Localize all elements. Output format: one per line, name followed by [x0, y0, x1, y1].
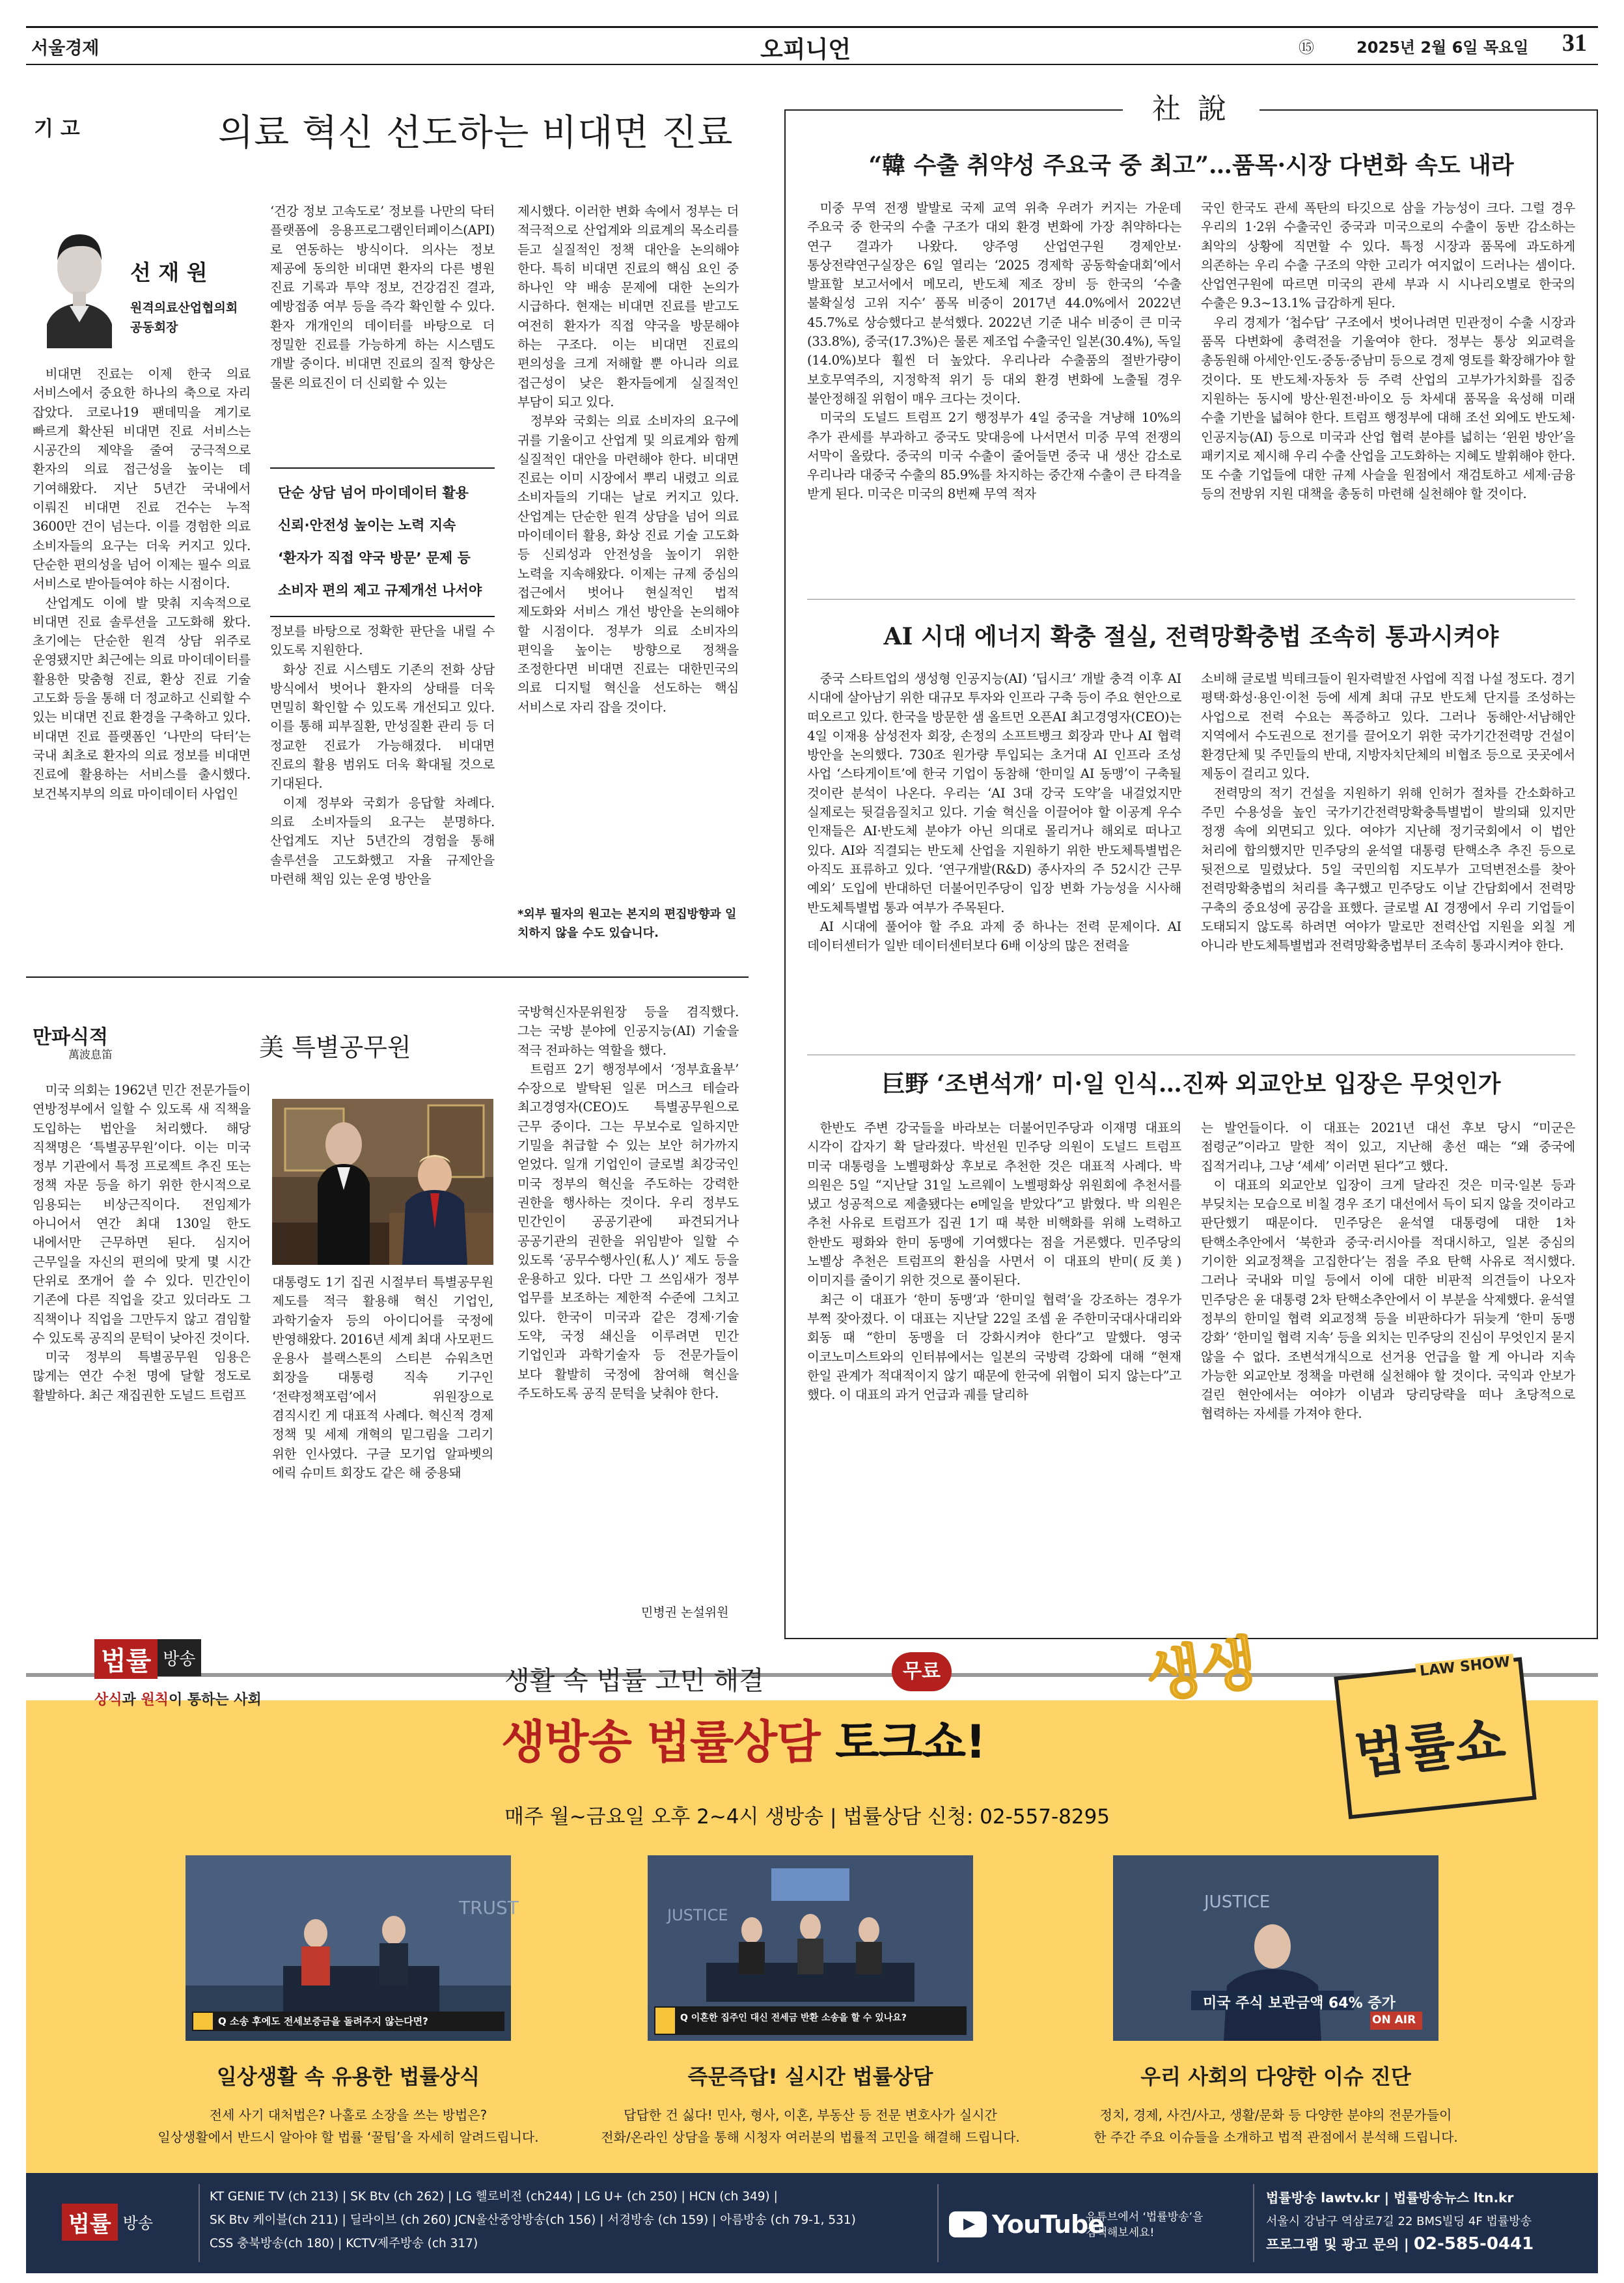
contribution-col2-top: [270, 202, 495, 459]
paragraph: 우리 경제가 ‘첩수답’ 구조에서 벗어나려면 민관정이 수출 시장과 품목 다변화에 총력전을 기울여야 한다. 정부는 통상 외교력을 총동원해 아세안·인도·중동·중남미 등으로 경제 영토를 확장해가야 할 것이다. 또 반도체·자동차 등 주력 산업의 고부가가치화를 집중 지원하는 동시에 방산·원전·바이오 등 차세대 품목을 육성해 미래 수출 기반을 넓혀야 한다. 트럼프 행정부에 대해 조선 외에도 반도체·인공지능(AI) 등으로 미국과 산업 협력 분야를 넓히는 ‘윈윈 방안’을 패키지로 제시해 우리 수출 산업을 고도화하는 지혜도 발휘해야 한다. 또 수출 기업들에 대한 규제 사슬을 원점에서 재검토하고 세제·금융 등의 전방위 지원 대책을 총동히 마련해 실천해야 할 것이다.: [1201, 314, 1575, 502]
editorial2-left: [807, 669, 1181, 1053]
header-top-rule: [26, 26, 1598, 28]
ad-contact-label: 프로그램 및 광고 문의 |: [1266, 2237, 1409, 2252]
editorial1-title: “韓 수출 취약성 주요국 중 최고”…품목·시장 다변화 속도 내라: [868, 152, 1514, 179]
tag-part: 상식: [94, 1692, 122, 1708]
paragraph: AI 시대에 풀어야 할 주요 과제 중 하나는 전력 문제이다. AI 데이터센터가 일반 데이터센터보다 6배 이상의 많은 전력을: [807, 919, 1181, 954]
footer-divider: [937, 2184, 939, 2262]
paragraph: 국인 한국도 관세 폭탄의 타깃으로 삼을 가능성이 크다. 그럴 경우 우리의 1·2위 수출국인 중국과 미국으로의 수출이 동반 감소하는 최악의 상황에 직면할 수 있다. 특정 시장과 품목에 과도하게 의존하는 우리 수출 구조의 약한 고리가 여지없이 드러나는 셈이다. 산업연구원에 따르면 미국의 관세 부과 시 시나리오별로 한국의 수출은 9.3~13.1% 급감하게 된다.: [1201, 201, 1575, 311]
footer-divider: [199, 2184, 200, 2262]
footer-logo-sub: 방송: [122, 2214, 154, 2232]
column-label-hanja: 萬波息笛: [68, 1049, 113, 1062]
editorial2-title: AI 시대 에너지 확충 절실, 전력망확충법 조속히 통과시켜야: [883, 623, 1499, 650]
column-title: 美 특별공무원: [259, 1033, 411, 1062]
ad-footer-logo: [62, 2204, 158, 2241]
editorial1-left: [807, 199, 1181, 583]
footer-divider: [1253, 2184, 1254, 2262]
footer-logo-main: 법률: [62, 2204, 118, 2241]
column-photo: [272, 1099, 493, 1265]
ad-brand-small: 생생: [1142, 1628, 1261, 1711]
ad-panel2-bg-word: JUSTICE: [667, 1906, 728, 1924]
column-label: 만파식적: [33, 1026, 108, 1049]
issue-date: 2025년 2월 6일 목요일: [1356, 38, 1529, 57]
paragraph: 산업계도 이에 발 맞춰 지속적으로 비대면 진료 솔루션을 고도화해 왔다. 초기에는 단순한 원격 상담 위주로 운영됐지만 최근에는 의료 마이데이터를 활용한 맞춤형 진료, 환상 진료 기술 고도화 등을 통해 더 정교하고 신뢰할 수 있는 비대면 진료 환경을 구축하고 있다. 비대면 진료 플랫폼인 ‘나만의 닥터’는 국내 최초로 환자의 의료 정보를 비대면 진료에 활용하는 서비스를 출시했다. 보건복지부의 의료 마이데이터 사업인: [33, 595, 251, 801]
pull-quote: [270, 467, 495, 617]
paragraph: 미국 정부의 특별공무원 임용은 많게는 연간 수천 명에 달할 정도로 활발하다. 최근 재집권한 도널드 트럼프: [33, 1349, 251, 1403]
ad-panel3-title: 우리 사회의 다양한 이슈 진단: [1140, 2064, 1411, 2089]
youtube-icon[interactable]: [949, 2211, 987, 2237]
pull-quote-line: 단순 상담 넘어 마이데이터 활용: [278, 485, 469, 501]
contribution-col1: [33, 365, 251, 950]
contribution-col2-bottom: [270, 622, 495, 950]
ad-panel3-onair: ON AIR: [1372, 2013, 1416, 2027]
ad-logo-main: 법률: [94, 1639, 158, 1679]
ad-address: 서울시 강남구 역삼로7길 22 BMS빌딩 4F 법률방송: [1266, 2215, 1532, 2228]
paragraph: 미국의 도널드 트럼프 2기 행정부가 4일 중국을 겨냥해 10%의 추가 관세를 부과하고 중국도 맞대응에 나서면서 미중 무역 전쟁의 서막이 올랐다. 중국의 미국 수출이 줄어들면 중국 내 생산 감소로 우리나라 대중국 수출의 85.9%를 차지하는 중간재 수출이 큰 타격을 받게 된다. 미국은 미국의 8번째 무역 적자: [807, 410, 1181, 502]
tag-part: 원칙: [141, 1692, 169, 1708]
pull-quote-line: ‘환자가 직접 약국 방문’ 문제 등: [278, 550, 471, 566]
ad-headline-big: [501, 1706, 985, 1771]
youtube-label[interactable]: YouTube: [992, 2210, 1104, 2239]
paragraph: 중국 스타트업의 생성형 인공지능(AI) ‘딥시크’ 개발 충격 이후 AI 시대에 살아남기 위한 대규모 투자와 인프라 구축 등이 주요 현안으로 떠오르고 있다. 한국을 방문한 샘 올트먼 오픈AI 최고경영자(CEO)는 4일 이재용 삼성전자 회장, 손정의 소프트뱅크 회장과 만나 AI 협력 방안을 논의했다. 730조 원가량 투입되는 초거대 AI 인프라 조성 사업 ‘스타게이트’에 한국 기업이 동참해 ‘한미일 AI 동맹’이 구축될 것이란 분석이 나온다. 우리는 ‘AI 3대 강국 도약’을 내걸었지만 실제로는 뒷걸음질치고 있다. 기술 혁신을 이끌어야 할 이공계 우수 인재들은 AI·반도체 분야가 아닌 의대로 몰리거나 해외로 떠나고 있다. AI와 직결되는 반도체 산업을 지원하기 위한 반도체특별법은 아직도 표류하고 있다. ‘연구개발(R&D) 종사자의 주 52시간 근무 예외’ 도입에 반대하던 더불어민주당이 입장 변화 가능성을 시사해 반도체특별법 통과 여부가 주목된다.: [807, 671, 1181, 915]
ad-panel1-image: [186, 1855, 519, 2041]
paragraph: 화상 진료 시스템도 기존의 전화 상담 방식에서 벗어나 환자의 상태를 더욱 면밀히 확인할 수 있도록 개선되고 있다. 이를 통해 피부질환, 만성질환 관리 등 더 정교한 진료가 가능해졌다. 비대면 진료의 활용 범위도 더욱 확대될 것으로 기대된다.: [270, 661, 495, 792]
editorial-divider: [807, 599, 1575, 600]
ad-panel2-caption: Q 이혼한 집주인 대신 전세금 반환 소송을 할 수 있나요?: [680, 2013, 907, 2023]
ad-panel3-caption: 미국 주식 보관금액 64% 증가: [1203, 1995, 1396, 2012]
ad-site[interactable]: 법률방송 lawtv.kr | 법률방송뉴스 ltn.kr: [1266, 2190, 1514, 2206]
paragraph: 제시했다. 이러한 변화 속에서 정부는 더 적극적으로 산업계와 의료계의 목소리를 듣고 실질적인 정책 대안을 논의해야 한다. 특히 비대면 진료의 핵심 요인 중 하나인 약 배송 문제에 대한 논의가 시급하다. 현재는 비대면 진료를 받고도 여전히 환자가 직접 약국을 방문해야 하는 구조다. 이는 비대면 진료의 편의성을 크게 저해할 뿐 아니라 의료 접근성이 낮은 환자들에게 실질적인 부담이 되고 있다.: [517, 204, 739, 409]
ad-brand-large: 법률쇼: [1351, 1709, 1508, 1786]
ad-panel1-desc2: 일상생활에서 반드시 알아야 할 법률 ‘꿀팁’을 자세히 알려드립니다.: [158, 2129, 539, 2145]
section-name: 오피니언: [760, 36, 851, 63]
contribution-col3: [517, 202, 739, 898]
edition-mark: ⑮: [1299, 38, 1314, 57]
ad-contact-phone[interactable]: 02-585-0441: [1413, 2234, 1534, 2254]
paragraph: 미중 무역 전쟁 발발로 국제 교역 위축 우려가 커지는 가운데 주요국 중 한국의 수출 구조가 대외 환경 변화에 가장 취약하다는 연구 결과가 나왔다. 양주영 산업연구원 경제안보·통상전략연구실장은 6일 열리는 ‘2025 경제학 공동학술대회’에서 발표할 보고서에서 메모리, 반도체 제조 장비 등 한국의 ‘수출 불확실성 고위 지수’ 품목 비중이 2017년 44.0%에서 2022년 45.7%로 상승했다고 분석했다. 2022년 기준 내수 비중이 큰 미국(33.8%), 중국(17.3%)은 물론 제조업 수출국인 일본(30.4%), 독일(14.0%)보다 훨씬 더 높았다. 우리나라 수출품의 절반가량이 보호무역주의, 지정학적 위기 등 대외 환경 변화에 노출될 경우 불안정해질 위험이 매우 크다는 것이다.: [807, 201, 1181, 406]
paragraph: 한반도 주변 강국들을 바라보는 더불어민주당과 이재명 대표의 시각이 갑자기 확 달라졌다. 박선원 민주당 의원이 도널드 트럼프 미국 대통령을 노벨평화상 후보로 추천한 것은 대표적 사례다. 박 의원은 5일 “지난달 31일 노르웨이 노벨평화상 위원회에 추천서를 냈고 성공적으로 제출됐다는 e메일을 받았다”고 밝혔다. 박 의원은 추천 사유로 트럼프가 집권 1기 때 북한 비핵화를 위해 노력하고 한반도 평화와 한미 동맹에 기여했다는 점을 거론했다. 민주당의 노벨상 추천은 트럼프의 환심을 사면서 이 대표의 반미(反美) 이미지를 줄이기 위한 것으로 풀이된다.: [807, 1120, 1181, 1288]
paragraph: 미국 의회는 1962년 민간 전문가들이 연방정부에서 일할 수 있도록 새 직책을 도입하는 법안을 처리했다. 해당 직책명은 ‘특별공무원’이다. 이는 미국 정부 기관에서 특정 프로젝트 추진 또는 정책 자문 등을 하기 위한 한시적으로 임용되는 비상근직이다. 전임제가 아니어서 연간 최대 130일 한도 내에서만 근무하면 된다. 심지어 근무일을 자신의 편의에 맞게 몇 시간 단위로 쪼개어 쓸 수 있다. 민간인이 기존에 다른 직업을 갖고 있더라도 그 직책이나 직업을 그만두지 않고 겸임할 수 있도록 공직의 문턱이 낮아진 것이다.: [33, 1083, 251, 1346]
column-col1: [33, 1081, 251, 1634]
paragraph: 국방혁신자문위원장 등을 겸직했다. 그는 국방 분야에 인공지능(AI) 기술을 적극 전파하는 역할을 했다.: [517, 1004, 739, 1058]
disclaimer: *외부 필자의 원고는 본지의 편집방향과 일치하지 않을 수도 있습니다.: [517, 907, 737, 940]
youtube-note-line: 유튜브에서 ‘법률방송’을: [1086, 2211, 1204, 2224]
paragraph: 는 발언들이다. 이 대표는 2021년 대선 후보 당시 “미군은 점령군”이라고 말한 적이 있고, 지난해 총선 때는 “왜 중국에 집적거리냐, 그냥 ‘셰셰’ 이러면 된다”고 했다.: [1201, 1120, 1575, 1174]
ad-channels: [210, 2185, 856, 2256]
ad-headline-black: 토크쇼!: [819, 1715, 985, 1769]
paragraph: 대통령도 1기 집권 시절부터 특별공무원 제도를 적극 활용해 혁신 기업인, 과학기술자 등의 아이디어를 국정에 반영해왔다. 2016년 세계 최대 사모펀드 운용사 블랙스톤의 스티븐 슈워츠먼 회장을 대통령 직속 기구인 ‘전략정책포럼’에서 위원장으로 겸직시킨 게 대표적 사례다. 혁신적 경제 정책 및 세제 개혁의 밑그림을 그리기 위한 인사였다. 구글 모기업 알파벳의 에릭 슈미트 회장도 같은 해 중용돼: [272, 1275, 493, 1480]
ad-brand-en: LAW SHOW: [1415, 1653, 1515, 1680]
editorial3-right: [1201, 1118, 1575, 1626]
editorial1-right: [1201, 199, 1575, 583]
column-byline: 민병권 논설위원: [641, 1605, 729, 1620]
paragraph: 비대면 진료는 이제 한국 의료 서비스에서 중요한 하나의 축으로 자리 잡았다. 코로나19 팬데믹을 계기로 빠르게 확산된 비대면 진료 서비스는 시공간의 제약을 줄여 궁극적으로 환자의 의료 접근성을 높이는 데 기여해왔다. 지난 5년간 국내에서 이뤄진 비대면 진료 건수는 누적 3600만 건이 넘는다. 이를 경험한 의료 소비자들의 요구는 더욱 커지고 있다. 단순한 편의성을 넘어 이제는 필수 의료 서비스로 받아들여야 하는 시점이다.: [33, 367, 251, 592]
channel-line: SK Btv 케이블(ch 211) | 딜라이브 (ch 260) JCN울산중앙방송(ch 156) | 서경방송 (ch 159) | 아름방송 (ch 79-1, 531): [210, 2213, 856, 2227]
contribution-title: 의료 혁신 선도하는 비대면 진료: [218, 112, 734, 154]
section-divider: [26, 976, 749, 978]
ad-panel2-desc2: 전화/온라인 상담을 통해 시청자 여러분의 법률적 고민을 해결해 드립니다.: [601, 2129, 1020, 2145]
ad-logo-tagline: [94, 1689, 262, 1709]
paragraph: 소비해 글로벌 빅테크들이 원자력발전 사업에 직접 나설 정도다. 경기 평택·화성·용인·이천 등에 세계 최대 규모 반도체 단지를 조성하는 사업으로 전력 수요는 폭증하고 있다. 그러나 동해안·서남해안 지역에서 수도권으로 전기를 끌어오기 위한 국가기간전력망 건설이 환경단체 및 주민들의 반대, 지방자치단체의 비협조 등으로 곳곳에서 제동이 걸리고 있다.: [1201, 671, 1575, 782]
paper-name: 서울경제: [31, 38, 100, 59]
editorial3-left: [807, 1118, 1181, 1626]
ad-panel1-bg-word: TRUST: [459, 1897, 519, 1918]
ad-headline-small: 생활 속 법률 고민 해결: [504, 1666, 764, 1696]
ad-panel2-desc1: 답답한 건 싫다! 민사, 형사, 이혼, 부동산 등 전문 변호사가 실시간: [624, 2107, 997, 2123]
ad-free-badge: 무료: [892, 1652, 952, 1691]
ad-panel3-bg-word: JUSTICE: [1204, 1892, 1271, 1912]
header-bottom-rule: [26, 64, 1598, 65]
author-photo: [34, 208, 125, 348]
editorial-label-holder: [784, 92, 1598, 126]
page-number: 31: [1562, 29, 1587, 57]
paragraph: 정부와 국회는 의료 소비자의 요구에 귀를 기울이고 산업계 및 의료계와 함께 실질적인 대안을 마련해야 한다. 비대면 진료는 이미 시장에서 뿌리 내렸고 의료 소비자들의 기대는 날로 커지고 있다. 산업계는 단순한 원격 상담을 넘어 의료 마이데이터 활용, 화상 진료 기술 고도화 등 신뢰성과 안전성을 높이기 위한 노력을 지속해왔다. 이제는 규제 중심의 접근에서 벗어나 현실적인 법적 제도화와 서비스 개선 방안을 논의해야 할 시점이다. 정부가 의료 소비자의 편익을 높이는 방향으로 정책을 조정한다면 비대면 진료는 대한민국의 의료 디지털 혁신을 선도하는 핵심 서비스로 자리 잡을 것이다.: [517, 413, 739, 715]
paragraph: 전력망의 적기 건설을 지원하기 위해 인허가 절차를 간소화하고 주민 수용성을 높인 국가기간전력망확충특별법이 발의돼 있지만 정쟁 속에 외면되고 있다. 여야가 지난해 정기국회에서 이 법안 처리에 합의했지만 민주당의 윤석열 대통령 탄핵소추 추진 등으로 뒷전으로 밀렸났다. 5일 국민의힘 지도부가 고덕변전소를 찾아 전력망확충법의 처리를 촉구했고 민주당도 이날 간담회에서 전력망 구축의 중요성에 공감을 표했다. 글로벌 AI 경쟁에서 우리 기업들이 도태되지 않도록 하려면 여야가 말로만 전력산업 지원을 외칠 게 아니라 반도체특별법과 전력망확충법부터 조속히 통과시켜야 한다.: [1201, 785, 1575, 954]
contribution-label: 기 고: [34, 117, 80, 141]
ad-panel1-title: 일상생활 속 유용한 법률상식: [216, 2064, 480, 2089]
ad-panel1-desc1: 전세 사기 대처법은? 나홀로 소장을 쓰는 방법은?: [209, 2107, 488, 2123]
paragraph: 최근 이 대표가 ‘한미 동맹’과 ‘한미일 협력’을 강조하는 경우가 부쩍 잦아졌다. 이 대표는 지난달 22일 조셉 윤 주한미국대사대리와 회동 때 “한미 동맹을 더 강화시켜야 한다”고 말했다. 영국 이코노미스트와의 인터뷰에서는 일본의 국방력 강화에 대해 “현재 한일 관계가 적대적이지 않기 때문에 한국에 위협이 되지 않는다”고 했다. 이 대표의 과거 언급과 궤를 달리하: [807, 1292, 1181, 1403]
paragraph: 이 대표의 외교안보 입장이 크게 달라진 것은 미국·일본 등과 부딪치는 모습으로 비칠 경우 조기 대선에서 득이 되지 않을 것이라고 판단했기 때문이다. 민주당은 윤석열 대통령에 대한 1차 탄핵소추안에서 ‘북한과 중국·러시아를 적대시하고, 일본 중심의 기이한 외교정책을 고집한다’는 점을 주요 탄핵 사유로 적시했다. 그러나 국내와 미일 등에서 이에 대한 비판적 의견들이 나오자 민주당은 윤 대통령 2차 탄핵소추안에서 이 부분을 삭제했다. 윤석열 정부의 한미일 협력 외교정책 등을 비판하다가 뒤늦게 ‘한미 동맹 강화’ ‘한미일 협력 지속’ 등을 외치는 민주당의 진심이 무엇인지 묻지 않을 수 없다. 조변석개식으로 선거용 언급을 할 게 아니라 지속 가능한 외교안보 정책을 마련해 실천해야 할 것이다. 국익과 안보가 걸린 현안에서는 여야가 이념과 당리당략을 떠나 초당적으로 협력하는 자세를 가져야 한다.: [1201, 1177, 1575, 1422]
paragraph: 정보를 바탕으로 정확한 판단을 내릴 수 있도록 지원한다.: [270, 624, 495, 658]
author-role1: 원격의료산업협의회: [130, 301, 238, 315]
youtube-note-line: 검색해보세요!: [1086, 2226, 1155, 2239]
channel-line: CSS 충북방송(ch 180) | KCTV제주방송 (ch 317): [210, 2237, 478, 2250]
ad-panel3-desc2: 한 주간 주요 이슈들을 소개하고 법적 관점에서 분석해 드립니다.: [1094, 2129, 1458, 2145]
author-role2: 공동회장: [130, 320, 178, 335]
paragraph: 트럼프 2기 행정부에서 ‘정부효율부’ 수장으로 발탁된 일론 머스크 테슬라 최고경영자(CEO)도 특별공무원으로 근무 중이다. 그는 무보수로 일하지만 기밀을 취급할 수 있는 보안 허가까지 얻었다. 일개 기업인이 글로벌 최강국인 미국 정부의 혁신을 주도하는 강력한 권한을 행사하는 것이다. 우리 정부도 민간인이 공공기관에 파견되거나 공공기관의 권한을 위임받아 일할 수 있도록 ‘공무수행사인(私人)’ 제도 등을 운용하고 있다. 다만 그 쓰임새가 정부 업무를 보조하는 제한적 수준에 그치고 있다. 한국이 미국과 같은 경제·기술 도약, 국정 쇄신을 이루려면 민간 기업인과 과학기술자 등 전문가들이 보다 활발히 국정에 참여해 혁신을 주도하도록 공직 문턱을 낮춰야 한다.: [517, 1061, 739, 1401]
ad-panel1-caption: Q 소송 후에도 전세보증금을 돌려주지 않는다면?: [218, 2015, 428, 2027]
paragraph: ‘건강 정보 고속도로’ 정보를 나만의 닥터 플랫폼에 응용프로그램인터페이스(API)로 연동하는 방식이다. 의사는 정보 제공에 동의한 비대면 환자의 다른 병원 진료 기록과 투약 정보, 건강검진 결과, 예방접종 여부 등을 즉각 확인할 수 있다. 환자 개개인의 데이터를 바탕으로 더 정밀한 진료를 가능하게 하는 시스템도 개발 중이다. 비대면 진료의 질적 향상은 물론 의료진이 더 신뢰할 수 있는: [270, 204, 495, 391]
ad-logo: [94, 1639, 201, 1679]
tag-part: 과: [122, 1692, 141, 1708]
column-col3: [517, 1003, 739, 1601]
paragraph: 이제 정부와 국회가 응답할 차례다. 의료 소비자들의 요구는 분명하다. 산업계도 지난 5년간의 경험을 통해 솔루션을 고도화했고 자율 규제안을 마련해 책임 있는 운영 방안을: [270, 795, 495, 887]
ad-panel2-title: 즉문즉답! 실시간 법률상담: [687, 2064, 933, 2089]
ad-contact: [1266, 2234, 1534, 2254]
pull-quote-line: 신뢰·안전성 높이는 노력 지속: [278, 518, 456, 533]
editorial2-right: [1201, 669, 1575, 1053]
ad-logo-sub: 방송: [158, 1639, 200, 1676]
ad-headline-red: 생방송 법률상담: [501, 1715, 820, 1769]
youtube-note: [1086, 2209, 1203, 2241]
column-col2: [272, 1273, 493, 1634]
channel-line: KT GENIE TV (ch 213) | SK Btv (ch 262) | LG 헬로비전 (ch244) | LG U+ (ch 250) | HCN (ch 349) |: [210, 2190, 778, 2204]
pull-quote-line: 소비자 편의 제고 규제개선 나서야: [278, 583, 482, 598]
editorial-label: 社 說: [1123, 96, 1259, 122]
author-name: 선 재 원: [130, 260, 208, 285]
editorial3-title: 巨野 ‘조변석개’ 미·일 인식…진짜 외교안보 입장은 무엇인가: [881, 1070, 1501, 1098]
ad-schedule: 매주 월~금요일 오후 2~4시 생방송 | 법률상담 신청: 02-557-8295: [504, 1805, 1110, 1829]
ad-panel3-desc1: 정치, 경제, 사건/사고, 생활/문화 등 다양한 분야의 전문가들이: [1099, 2107, 1452, 2123]
tag-part: 이 통하는 사회: [168, 1692, 262, 1708]
